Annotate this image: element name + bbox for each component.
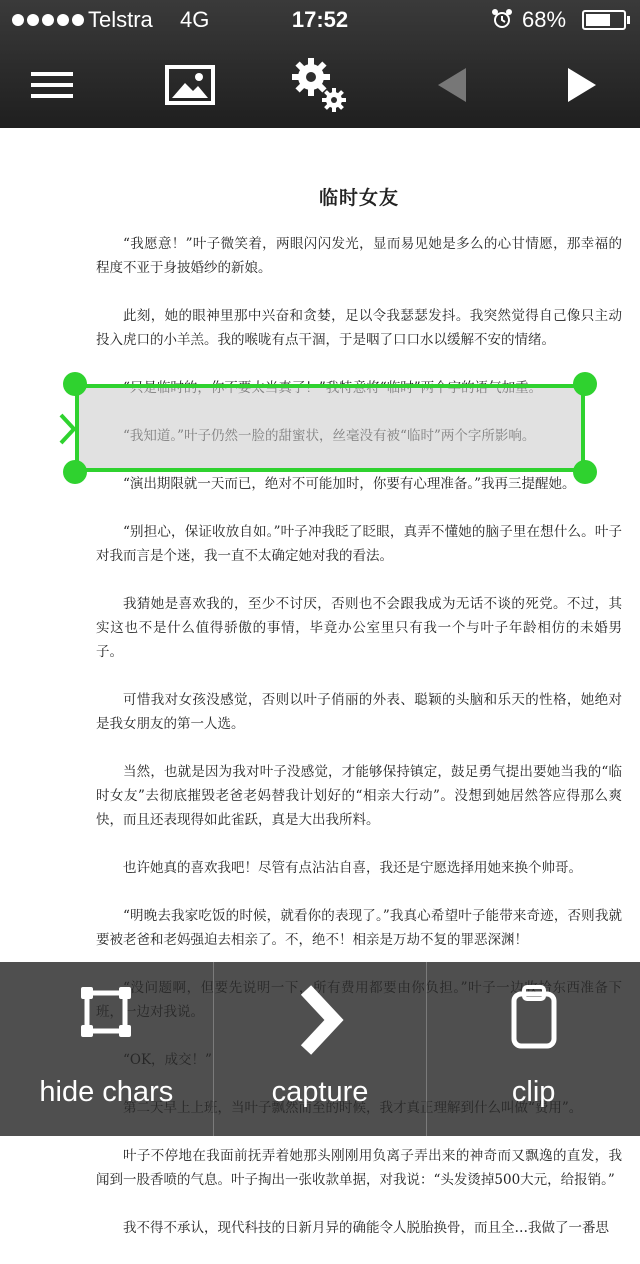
selection-handle-bottom-left[interactable] bbox=[63, 460, 87, 484]
document-paragraph: 叶子不停地在我面前抚弄着她那头刚刚用负离子弄出来的神奇而又飘逸的直发，我闻到一股香喷的气息。叶子掏出一张收款单据，对我说：“头发烫掉500大元，给报销。” bbox=[96, 1148, 622, 1188]
battery-icon bbox=[582, 10, 626, 30]
capture-label: capture bbox=[271, 1076, 369, 1108]
image-button[interactable] bbox=[158, 50, 222, 120]
document-paragraph: 我不得不承认，现代科技的日新月异的确能令人脱胎换骨，而且全…我做了一番思 bbox=[123, 1220, 609, 1236]
selection-expand-chevron-icon[interactable] bbox=[58, 412, 78, 450]
capture-button[interactable] bbox=[214, 962, 428, 1136]
bottom-action-bar bbox=[0, 962, 640, 1136]
clip-label: clip bbox=[511, 1076, 556, 1108]
clipboard-icon bbox=[510, 984, 558, 1050]
document-paragraph: “别担心，保证收放自如。”叶子冲我眨了眨眼，真弄不懂她的脑子里在想什么。叶子对我而言是个迷，我一直不太确定她对我的看法。 bbox=[96, 524, 622, 564]
chevron-right-icon bbox=[296, 984, 344, 1056]
hamburger-menu-icon bbox=[31, 70, 73, 100]
carrier-name: Telstra bbox=[88, 7, 153, 32]
triangle-right-icon bbox=[566, 66, 598, 104]
alarm-icon bbox=[490, 7, 514, 37]
battery-percent: 68% bbox=[522, 7, 567, 32]
hide-chars-button[interactable] bbox=[0, 962, 214, 1136]
hide-chars-label: hide chars bbox=[39, 1076, 174, 1108]
selection-handle-bottom-right[interactable] bbox=[573, 460, 597, 484]
selection-box[interactable] bbox=[75, 384, 585, 472]
battery-fill bbox=[586, 14, 610, 26]
gear-icon bbox=[291, 57, 347, 113]
selection-handle-top-right[interactable] bbox=[573, 372, 597, 396]
document-title: 临时女友 bbox=[318, 187, 399, 209]
network-type: 4G bbox=[180, 7, 210, 32]
clip-button[interactable] bbox=[427, 962, 640, 1136]
status-bar bbox=[0, 0, 640, 40]
top-bar bbox=[0, 0, 640, 128]
previous-page-button[interactable] bbox=[428, 50, 476, 120]
document-paragraph: 也许她真的喜欢我吧！尽管有点沾沾自喜，我还是宁愿选择用她来换个帅哥。 bbox=[123, 860, 582, 876]
selection-square-icon bbox=[78, 984, 134, 1040]
selection-handle-top-left[interactable] bbox=[63, 372, 87, 396]
menu-button[interactable] bbox=[22, 50, 82, 120]
document-paragraph: 此刻，她的眼神里那中兴奋和贪婪，足以令我瑟瑟发抖。我突然觉得自己像只主动投入虎口的小羊羔。我的喉咙有点干涸，于是咽了口口水以缓解不安的情绪。 bbox=[96, 308, 622, 348]
image-icon bbox=[165, 65, 215, 105]
document-paragraph: “明晚去我家吃饭的时候，就看你的表现了。”我真心希望叶子能带来奇迹，否则我就要被老爸和老妈强迫去相亲了。不，绝不！相亲是万劫不复的罪恶深渊！ bbox=[96, 908, 622, 948]
document-paragraph: 当然，也就是因为我对叶子没感觉，才能够保持镇定，鼓足勇气提出要她当我的“临时女友”去彻底摧毁老爸老妈替我计划好的“相亲大行动”。没想到她居然答应得那么爽快，而且还表现得如此雀跃，真是大出我所料。 bbox=[96, 764, 622, 828]
status-time: 17:52 bbox=[291, 7, 349, 32]
next-page-button[interactable] bbox=[558, 50, 606, 120]
document-paragraph: 我猜她是喜欢我的，至少不讨厌，否则也不会跟我成为无话不谈的死党。不过，其实这也不是什么值得骄傲的事情，毕竟办公室里只有我一个与叶子年龄相仿的未婚男子。 bbox=[96, 596, 622, 660]
triangle-left-icon bbox=[436, 66, 468, 104]
settings-button[interactable] bbox=[286, 50, 352, 120]
document-paragraph: 可惜我对女孩没感觉，否则以叶子俏丽的外表、聪颖的头脑和乐天的性格，她绝对是我女朋友的第一人选。 bbox=[96, 692, 622, 732]
document-paragraph: “演出期限就一天而已，绝对不可能加时，你要有心理准备。”我再三提醒她。 bbox=[123, 476, 576, 492]
document-paragraph: “我愿意！”叶子微笑着，两眼闪闪发光，显而易见她是多么的心甘情愿，那幸福的程度不亚于身披婚纱的新娘。 bbox=[96, 236, 622, 276]
